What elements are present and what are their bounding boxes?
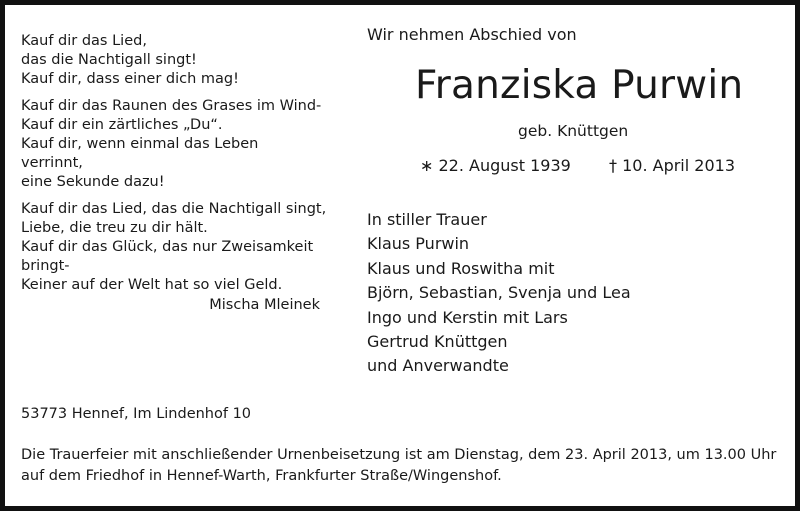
deceased-name: Franziska Purwin (415, 63, 744, 108)
family-address: 53773 Hennef, Im Lindenhof 10 (21, 406, 252, 422)
poem-line: Kauf dir das Lied, (21, 33, 147, 49)
poem (21, 32, 326, 322)
poem-line: Kauf dir, dass einer dich mag! (21, 71, 239, 88)
poem-line: eine Sekunde dazu! (21, 174, 165, 191)
poem-line: verrinnt, (21, 155, 83, 172)
mourner-line: Klaus Purwin (367, 234, 470, 254)
poem-line: Kauf dir das Glück, das nur Zweisamkeit (21, 239, 314, 256)
poem-author: Mischa Mleinek (209, 296, 320, 313)
funeral-notice (21, 445, 776, 487)
mourner-line: Björn, Sebastian, Svenja und Lea (367, 283, 631, 303)
poem-line: Kauf dir das Raunen des Grases im Wind- (21, 97, 322, 114)
mourner-line: Ingo und Kerstin mit Lars (367, 307, 568, 327)
mourner-line: Klaus und Roswitha mit (367, 258, 555, 278)
poem-line: bringt- (21, 258, 70, 275)
funeral-line: auf dem Friedhof in Hennef-Warth, Frankfurter Straße/Wingenshof. (21, 468, 502, 484)
poem-stanza-3 (21, 200, 326, 315)
mourner-line: Gertrud Knüttgen (367, 332, 508, 352)
poem-line: Kauf dir, wenn einmal das Leben (21, 136, 259, 153)
mourners-list (367, 208, 631, 379)
poem-line: Kauf dir das Lied, das die Nachtigall singt, (21, 200, 327, 217)
poem-stanza-2 (21, 97, 326, 193)
poem-line: Liebe, die treu zu dir hält. (21, 219, 208, 236)
death-date: † 10. April 2013 (609, 156, 735, 175)
funeral-line: Die Trauerfeier mit anschließender Urnenbeisetzung ist am Dienstag, dem 23. April 2013, um 13.00 Uhr (21, 447, 777, 463)
mourner-line: In stiller Trauer (367, 210, 487, 229)
birth-name: geb. Knüttgen (518, 122, 629, 140)
poem-line: Keiner auf der Welt hat so viel Geld. (21, 277, 283, 294)
poem-line: Kauf dir ein zärtliches „Du“. (21, 116, 223, 133)
birth-date: ∗ 22. August 1939 (420, 156, 571, 175)
poem-stanza-1 (21, 32, 326, 90)
mourner-line: und Anverwandte (367, 356, 509, 376)
farewell-intro: Wir nehmen Abschied von (367, 25, 577, 44)
poem-line: das die Nachtigall singt! (21, 52, 197, 69)
